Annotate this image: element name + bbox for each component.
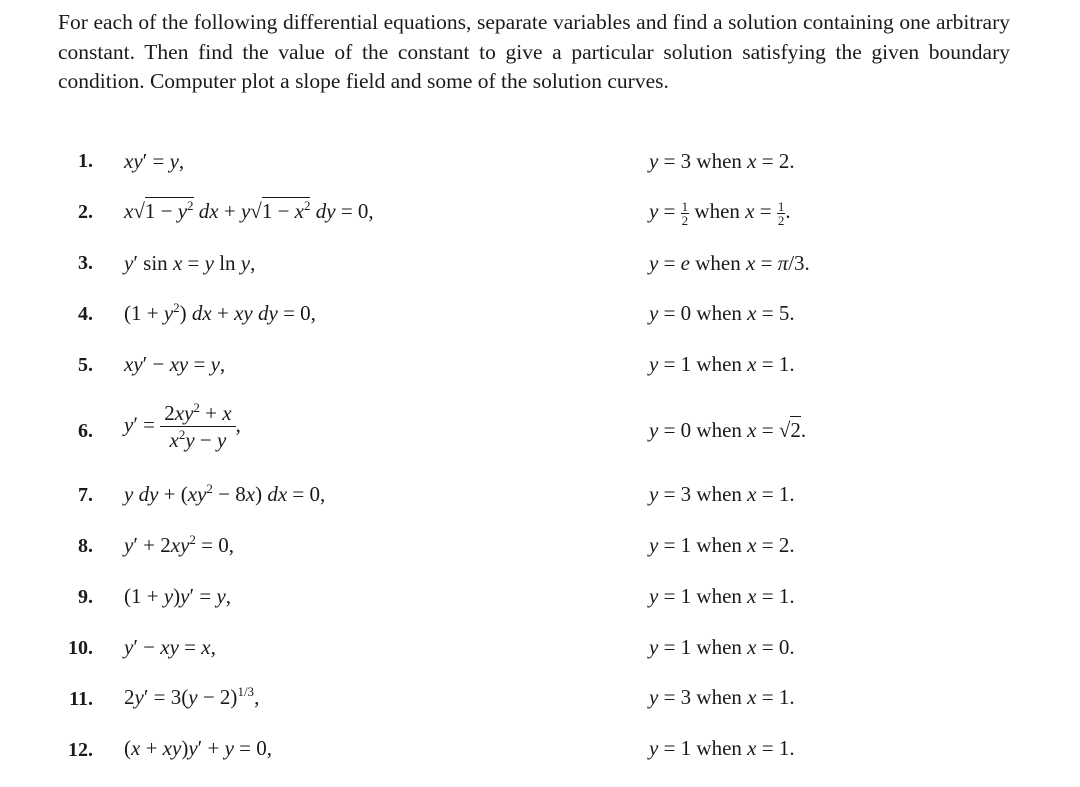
equation: xy′ = y, [124, 149, 185, 173]
boundary-condition: y = 1 when x = 1. [649, 352, 795, 376]
boundary-condition: y = 0 when x = 5. [649, 301, 795, 325]
problem-number: 1. [78, 150, 93, 172]
boundary-condition: y = 1 when x = 1. [649, 736, 795, 760]
equation: y dy + $(xy^2 - 8x)$ dx = 0, [124, 481, 326, 506]
boundary-condition: y = 3 when x = 1. [649, 482, 795, 506]
boundary-condition: y = e when x = π/3. [649, 251, 810, 275]
problem-number: 4. [78, 303, 93, 325]
boundary-condition: y = 1 when x = 1. [649, 584, 795, 608]
boundary-condition: y = 1 when x = 0. [649, 635, 795, 659]
problem-number: 12. [68, 739, 93, 761]
equation: y′ − xy = x, [124, 635, 216, 659]
problem-number: 11. [69, 688, 93, 710]
equation: (1 + y)y′ = y, [124, 584, 232, 608]
boundary-condition: y = $\frac{1}{2}$ when x = $\frac{1}{2}$ . [649, 198, 791, 228]
equation: y′ sin x = y ln y, [124, 251, 256, 275]
boundary-condition: y = 3 when x = 1. [649, 685, 795, 709]
equation: $2y' = 3(y - 2)^{1/3}$, [124, 684, 260, 709]
equation: $(1 + y^2)$ dx + xy dy = 0, [124, 300, 316, 325]
boundary-condition: y = 0 when x = √2. [649, 418, 807, 442]
problem-number: 10. [68, 637, 93, 659]
problem-number: 6. [78, 420, 93, 442]
problem-number: 8. [78, 535, 93, 557]
problem-number: 5. [78, 354, 93, 376]
problem-number: 9. [78, 586, 93, 608]
boundary-condition: y = 3 when x = 2. [649, 149, 795, 173]
problem-number: 3. [78, 252, 93, 274]
instructions-paragraph: For each of the following differential equations, separate variables and find a solution containing one arbitrary constant. Then find the value of the constant to give a particular solution satisfying the given boundary condition. Computer plot a slope field and some of the solution curves. [58, 10, 1010, 93]
equation: (x + xy)y′ + y = 0, [124, 736, 273, 760]
equation: $y' + 2xy^2 = 0$, [124, 532, 235, 557]
boundary-condition: y = 1 when x = 2. [649, 533, 795, 557]
equation: xy′ − xy = y, [124, 352, 226, 376]
problem-number: 7. [78, 484, 93, 506]
problem-number: 2. [78, 201, 93, 223]
equation: y′ = $\frac{2xy^2 + x}{x^2y - y}$ , [124, 400, 241, 452]
equation: $x√1 - y^2$ dx + $y√1 - x^2$ dy = 0, [124, 198, 374, 223]
